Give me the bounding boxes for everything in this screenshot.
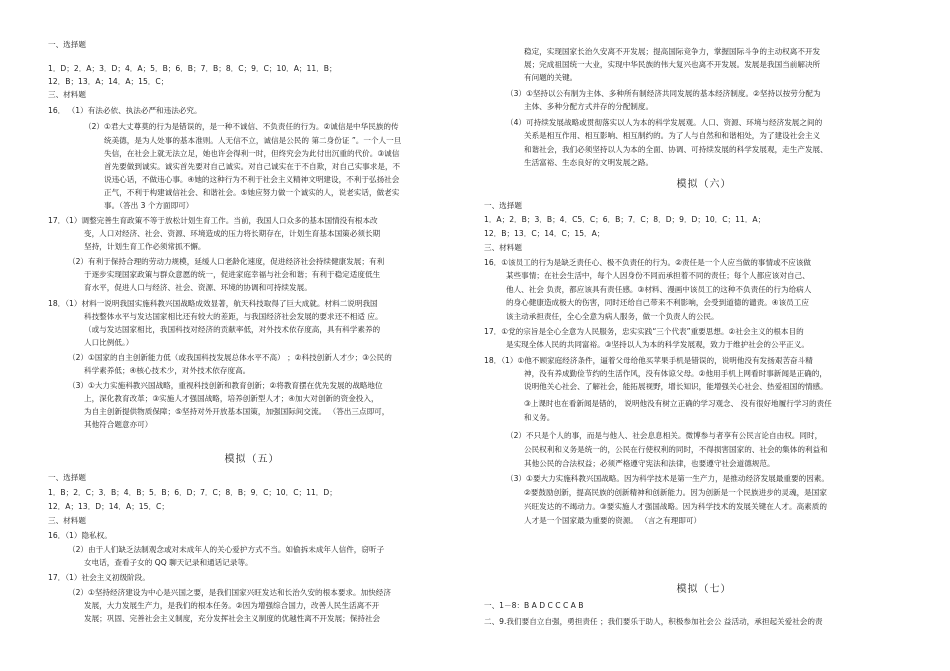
text-line: 发展；巩固、完善社会主义制度，充分发挥社会主义制度的优越性离不开发展；保持社会: [84, 614, 381, 623]
text-line: 失信，在社会上就无法立足，她也许会得利一时，但终究会为此付出沉重的代价。③诚信: [104, 149, 400, 158]
text-line: 三、材料题: [484, 243, 522, 252]
text-line: 变，人口对经济、社会、资源、环境造成的压力将长期存在，计划生育基本国策必须长期: [84, 229, 381, 238]
text-line: 其他公民的合法权益；必须严格遵守宪法和法律，也要遵守社会道德规范。: [524, 459, 775, 468]
text-line: 某些事情；在社会生活中，每个人因身份不同而承担着不同的责任；每个人都应该对自己、: [506, 271, 810, 280]
text-line: 上，深化教育改革；③实施人才强国战略，培养创新型人才；④加大对创新的资金投入，: [84, 394, 379, 403]
text-line: 12．A；13．D；14．A；15．C；: [48, 502, 169, 511]
text-line: 该主动承担责任，全心全意为病人服务，做一个负责人的公民。: [506, 312, 719, 321]
text-line: 正气，不利于构建诚信社会、和谐社会。⑤她应努力做一个诚实的人，说老实话，做老实: [104, 188, 400, 197]
text-line: 稳定，实现国家长治久安离不开发展；提高国际竞争力，掌握国际斗争的主动权离不开发: [524, 47, 821, 56]
text-line: 18．（1）①他不顾家庭经济条件，逼着父母给他买苹果手机是错误的，说明他没有发扬艰苦奋斗精: [484, 356, 813, 365]
text-line: 统美德，是为人处事的基本准则。人无信不立，诚信是公民的 第二身份证 ”。一个人一旦: [104, 136, 402, 145]
text-line: 展；完成祖国统一大业，实现中华民族的伟大复兴也离不开发展。发展是我国当前解决所: [524, 60, 821, 69]
section-heading: 模拟（七）: [676, 584, 732, 595]
text-line: 育水平，促进人口与经济、社会、资源、环境的协调和可持续发展。: [84, 283, 312, 292]
text-line: （2）①国家的自主创新能力低（或我国科技发展总体水平不高） ；②科技创新人才少；③公民的: [68, 353, 392, 362]
text-line: 16．①该员工的行为是缺乏责任心、极不负责任的行为。②责任是一个人应当做的事情或不应该做: [484, 258, 812, 267]
text-line: 人口比例低。）: [84, 338, 134, 347]
text-line: 1．D；2．A；3．D；4．A；5．B；6．B；7．B；8．C；9．C；10．A；11．B；: [48, 64, 337, 73]
text-line: 事。（答出 3 个方面即可）: [104, 201, 194, 210]
text-line: 12．B；13．A；14．A；15．C；: [48, 77, 169, 86]
text-line: 发展，大力发展生产力，是我们的根本任务。②因为增强综合国力，改善人民生活离不开: [84, 601, 380, 610]
text-line: （2）①坚持经济建设为中心是兴国之要，是我们国家兴旺发达和长治久安的根本要求。加快经济: [68, 588, 391, 597]
text-line: 的身心健康造成极大的伤害，同时还给自己带来不利影响，会受到道德的谴责。④该员工应: [506, 298, 809, 307]
text-line: 生活富裕、生态良好的文明发展之路。: [524, 158, 654, 167]
text-line: 一、1－8：B A D C C C A B: [484, 601, 584, 610]
text-line: ③上课时也在看新闻是错的， 说明他没有树立正确的学习观念、 没有很好地履行学习的责任: [524, 399, 832, 408]
text-line: 三、材料题: [48, 516, 86, 525]
text-line: （4）可持续发展战略或贯彻落实以人为本的科学发展观。人口、资源、环境与经济发展之间的: [506, 118, 823, 127]
text-line: 18．（1）材料一说明我国实施科教兴国战略成效显著，航天科技取得了巨大成就。材料二说明我国: [48, 299, 378, 308]
text-line: 一、选择题: [48, 40, 86, 49]
text-line: 神，没有养成勤俭节约的生活作风，没有体谅父母。②他用手机上网看时事新闻是正确的，: [524, 369, 827, 378]
text-line: （2）由于人们缺乏法制观念或对未成年人的关心爱护方式不当。如偷拆未成年人信件，窃听子: [68, 545, 385, 554]
text-line: （3）①要大力实施科教兴国战略。因为科学技术是第一生产力，是推动经济发展最重要的因素。: [506, 474, 829, 483]
text-line: （2）不只是个人的事，而是与他人、社会息息相关。微博参与者享有公民言论自由权。同时，: [506, 431, 823, 440]
text-line: 女电话，查看子女的 QQ 聊天记录和通话记录等。: [84, 558, 253, 567]
text-line: 有问题的关键。: [524, 73, 578, 82]
text-line: 他人、社会 负责，都应该具有责任感。③材料、漫画中该员工的这种不负责任的行为给病人: [506, 285, 812, 294]
text-line: 1．B；2．C；3．B；4．B；5．B；6．D；7．C；8．B；9．C；10．C；11．D；: [48, 488, 337, 497]
section-heading: 模拟（六）: [676, 179, 732, 190]
text-line: 主体、多种分配方式并存的分配制度。: [524, 102, 654, 111]
text-line: （3）①大力实施科教兴国战略，重视科技创新和教育创新；②将教育摆在优先发展的战略地位: [68, 381, 383, 390]
text-line: 为自主创新提供物质保障；⑤坚持对外开放基本国策，加强国际间交流。 （答出三点即可，: [84, 407, 390, 416]
text-line: 于逐步实现国家政策与群众意愿的统一，促进家庭幸福与社会和谐；有利于稳定适度低生: [84, 270, 381, 279]
text-line: 首先要做到诚实。诚实首先要对自己诚实。对自己诚实在于不自欺，对自己实事求是，不: [104, 162, 401, 171]
text-line: 16． （1）有法必依、执法必严和违法必究。: [48, 106, 202, 115]
text-line: 公民权利和义务是统一的，公民在行使权利的同时，不得损害国家的、社会的集体的利益和: [524, 445, 828, 454]
text-line: 17．（1）社会主义初级阶段。: [48, 573, 150, 582]
text-line: 和义务。: [524, 413, 555, 422]
text-line: 说违心话，不做违心事。④她的这种行为不利于社会主义精神文明建设，不利于弘扬社会: [104, 175, 400, 184]
text-line: （或与发达国家相比，我国科技对经济的贡献率低，对外技术依存度高，具有科学素养的: [84, 325, 381, 334]
text-line: 一、选择题: [484, 201, 522, 210]
text-line: 17．①党的宗旨是全心全意为人民服务，忠实实践“三个代表”重要思想。②社会主义的根本目的: [484, 327, 804, 336]
section-heading: 模拟（五）: [224, 454, 280, 465]
text-line: （3）①坚持以公有制为主体、多种所有制经济共同发展的基本经济制度。②坚持以按劳分配为: [506, 89, 821, 98]
text-line: 科技整体水平与发达国家相比还有较大的差距，与我国经济社会发展的要求还不相适 应。: [84, 312, 383, 321]
text-line: 12．B；13．C；14．C；15．A；: [484, 229, 605, 238]
text-line: 17．（1）调整完善生育政策不等于放松计划生育工作。当前，我国人口众多的基本国情没有根本改: [48, 216, 378, 225]
text-line: 二、9.我们要自立自强，勇担责任 ；我们要乐于助人，积极参加社会公 益活动，承担起关爱社会的责: [484, 617, 823, 626]
text-line: 1．A；2．B；3．B；4．C5．C；6．B；7．C；8．D；9．D；10．C；11．A；: [484, 215, 766, 224]
text-line: 其他符合题意亦可）: [84, 420, 153, 429]
text-line: 16．（1）隐私权。: [48, 531, 112, 540]
text-line: 关系是相互作用、相互影响、相互制约的。为了人与自然和和谐相处，为了建设社会主义: [524, 131, 821, 140]
text-line: ②要鼓励创新，提高民族的创新精神和创新能力。因为创新是一个民族进步的灵魂，是国家: [524, 488, 827, 497]
text-line: 和谐社会，我们必须坚持以人为本的全面、协调、可持续发展的科学发展观，走生产发展、: [524, 145, 828, 154]
text-line: （2）①君大丈尊莫的行为是错误的，是一种不诚信、不负责任的行为。②诚信是中华民族的传: [84, 122, 399, 131]
text-line: 人才是一个国家最为重要的资源。 （言之有理即可）: [524, 516, 702, 525]
text-line: 三、材料题: [48, 90, 86, 99]
text-line: （2）有利于保持合理的劳动力规模，延缓人口老龄化速度，促进经济社会持续健康发展；有利: [68, 257, 385, 266]
text-line: 坚持，计划生育工作必须常抓不懈。: [84, 242, 206, 251]
text-line: 说明他关心社会、了解社会，能拓展视野，增长知识，能增强关心社会、热爱祖国的情感。: [524, 382, 828, 391]
text-line: 科学素养低；④核心技术少，对外技术依存度高。: [84, 366, 251, 375]
text-line: 兴旺发达的不竭动力。③要实施人才强国战略。因为科学技术的发展关键在人才。高素质的: [524, 502, 827, 511]
text-line: 是实现全体人民的共同富裕。③坚持以人为本的科学发展观，致力于维护社会的公平正义。: [506, 340, 809, 349]
text-line: 一、选择题: [48, 473, 86, 482]
